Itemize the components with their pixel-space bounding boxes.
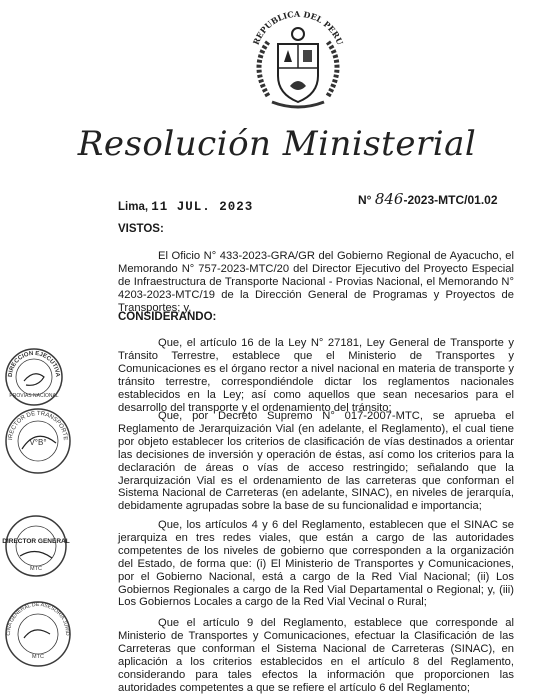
seal-asesoria-juridica	[2, 598, 74, 675]
paragraph-1-text: Que, el artículo 16 de la Ley N° 27181, Ley General de Transporte y Tránsito Terrestre, establece que el Ministerio de Transportes y Comunicaciones es el órgano rector a nivel nacional en materia de transporte y tránsito terrestre, correspondiéndole dictar los reglamentos nacionales establecidos en la Ley; así como aquellos que sean necesarios para el desarrollo del transporte y el ordenamiento del tránsito;	[118, 337, 514, 414]
seal-director-transportes	[2, 405, 74, 482]
paragraph-4	[118, 617, 514, 694]
paragraph-3	[118, 519, 514, 609]
seal-4-text: CINA GENERAL DE ASESORIA JURID	[5, 601, 71, 636]
paragraph-2-text: Que, por Decreto Supremo N° 017-2007-MTC, se aprueba el Reglamento de Jerarquización Vial (en adelante, el Reglamento), el cual tiene por objeto establecer los criterios de clasificación de vías destinados a orientar las decisiones de inversión y operación de éstas, así como los criterios para la declaración de áreas o vías de acceso restringido; señalando que la Jerarquización Vial es el ordenamiento de las carreteras que conforman el Sistema Nacional de Carreteras (en adelante, SINAC), en niveles de jerarquía, debidamente agrupadas sobre la base de su funcionalidad e importancia;	[118, 410, 514, 513]
vistos-paragraph	[118, 250, 514, 315]
paragraph-2	[118, 410, 514, 513]
seal-1-text: DIRECCION EJECUTIVA	[7, 350, 61, 378]
handwritten-number: 846	[374, 190, 404, 208]
considerando-heading: CONSIDERANDO:	[118, 311, 217, 323]
resolution-suffix: -2023-MTC/01.02	[403, 193, 498, 207]
seal-4-sub: MTC	[32, 654, 44, 660]
seal-1-sub: PROVIAS NACIONAL	[9, 393, 59, 399]
vistos-heading: VISTOS:	[118, 223, 164, 235]
resolution-prefix: N°	[358, 193, 372, 207]
paragraph-1	[118, 337, 514, 414]
vistos-text: El Oficio N° 433-2023-GRA/GR del Gobierno Regional de Ayacucho, el Memorando N° 757-2023-MTC/20 del Director Ejecutivo del Proyecto Especial de Infraestructura de Transporte Nacional - Provias Nacional, el Memorando N° 4203-2023-MTC/19 de la Dirección General de Programas y Proyectos de Transportes; y,	[118, 250, 514, 314]
seal-2-center: V°B°	[29, 438, 47, 447]
date-line	[118, 200, 253, 214]
coat-of-arms	[238, 6, 358, 116]
seal-3-text: DIRECTOR GENERAL	[2, 538, 70, 545]
seal-director-general	[2, 512, 70, 585]
paragraph-4-text: Que el artículo 9 del Reglamento, establece que corresponde al Ministerio de Transportes y Comunicaciones, efectuar la Clasificación de las Carreteras que conforman el Sistema Nacional de Carreteras (SINAC), en aplicación a los criterios establecidos en el artículo 8 del Reglamento, considerando para tales efectos la información que proporcionen las autoridades competentes a que se refiere el artículo 6 del Reglamento;	[118, 617, 514, 694]
seal-3-sub: MTC	[30, 566, 42, 572]
date-place: Lima,	[118, 201, 149, 213]
date-stamp: 11 JUL. 2023	[151, 200, 254, 214]
seal-2-text: IRECTOR DE TRANSPORTE	[8, 410, 69, 441]
resolution-number	[358, 190, 498, 208]
document-title: Resolución Ministerial	[77, 124, 477, 164]
paragraph-3-text: Que, los artículos 4 y 6 del Reglamento, establecen que el SINAC se jerarquiza en tres redes viales, que están a cargo de las autoridades competentes de los niveles de gobierno que corresponden a la organización del Estado, de forma que: (i) El Ministerio de Transportes y Comunicaciones, por el Gobierno Nacional, está a cargo de la Red Vial Nacional; (ii) Los Gobiernos Regionales a cargo de la Red Vial Departamental o Regional; y, (iii) Los Gobiernos Locales a cargo de la Red Vial Vecinal o Rural;	[118, 519, 514, 609]
seal-direccion-ejecutiva	[2, 345, 66, 414]
crest-text: REPUBLICA DEL PERU	[250, 8, 346, 47]
